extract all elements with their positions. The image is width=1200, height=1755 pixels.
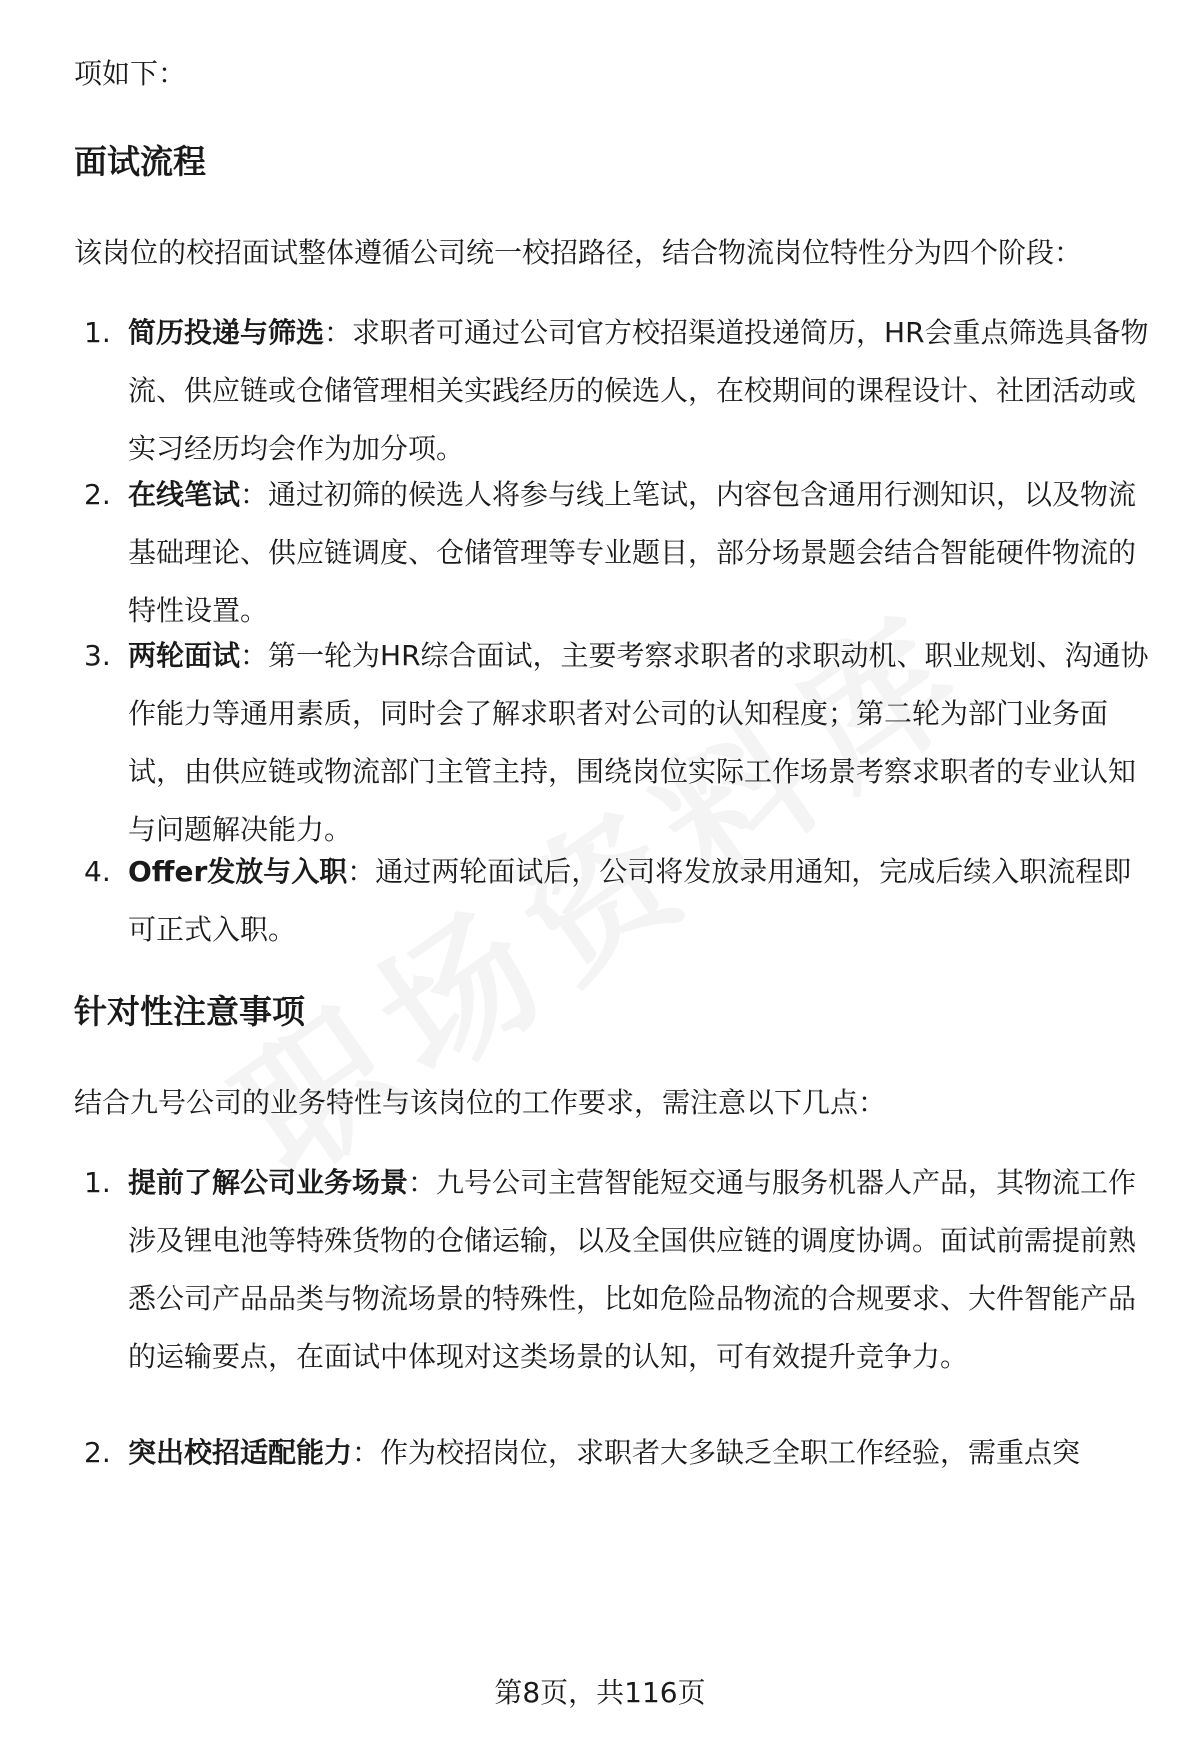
list-text: ：九号公司主营智能短交通与服务机器人产品，其物流工作涉及锂电池等特殊货物的仓储运输，以及全国供应链的调度协调。面试前需提前熟悉公司产品品类与物流场景的特殊性，比如危险品物流的合规要求、大件智能产品的运输要点，在面试中体现对这类场景的认知，可有效提升竞争力。 [128, 1166, 1137, 1373]
list-term: 在线笔试 [128, 478, 241, 511]
list-term: 简历投递与筛选 [128, 316, 325, 349]
list-item [74, 304, 1154, 478]
list-text: ：通过两轮面试后，公司将发放录用通知，完成后续入职流程即可正式入职。 [128, 855, 1132, 946]
list-number: 4. [84, 855, 111, 888]
intro-tail-text: 项如下： [74, 57, 187, 90]
section-intro-notes: 结合九号公司的业务特性与该岗位的工作要求，需注意以下几点： [74, 1086, 887, 1119]
list-number: 2. [84, 1436, 111, 1469]
section-heading-notes: 针对性注意事项 [74, 992, 305, 1031]
list-number: 3. [84, 639, 111, 672]
list-item [74, 466, 1154, 640]
list-term: Offer发放与入职 [128, 855, 348, 888]
page-number-footer: 第8页，共116页 [494, 1676, 706, 1709]
list-number: 1. [84, 1166, 111, 1199]
list-term: 突出校招适配能力 [128, 1436, 353, 1469]
list-term: 两轮面试 [128, 639, 241, 672]
list-term: 提前了解公司业务场景 [128, 1166, 409, 1199]
list-item [74, 1154, 1154, 1386]
list-number: 2. [84, 478, 111, 511]
list-text: ：通过初筛的候选人将参与线上笔试，内容包含通用行测知识，以及物流基础理论、供应链调度、仓储管理等专业题目，部分场景题会结合智能硬件物流的特性设置。 [128, 478, 1137, 627]
list-number: 1. [84, 316, 111, 349]
section-heading-interview-process: 面试流程 [74, 142, 206, 181]
list-item [74, 1424, 1154, 1482]
list-text: ：作为校招岗位，求职者大多缺乏全职工作经验，需重点突 [352, 1436, 1081, 1469]
section-intro-interview-process: 该岗位的校招面试整体遵循公司统一校招路径，结合物流岗位特性分为四个阶段： [74, 236, 1083, 269]
list-text: ：第一轮为HR综合面试，主要考察求职者的求职动机、职业规划、沟通协作能力等通用素质，同时会了解求职者对公司的认知程度；第二轮为部门业务面试，由供应链或物流部门主管主持，围绕岗位实际工作场景考察求职者的专业认知与问题解决能力。 [128, 639, 1149, 846]
list-text: ：求职者可通过公司官方校招渠道投递简历，HR会重点筛选具备物流、供应链或仓储管理相关实践经历的候选人，在校期间的课程设计、社团活动或实习经历均会作为加分项。 [128, 316, 1149, 465]
list-item [74, 627, 1154, 859]
list-item [74, 843, 1154, 959]
